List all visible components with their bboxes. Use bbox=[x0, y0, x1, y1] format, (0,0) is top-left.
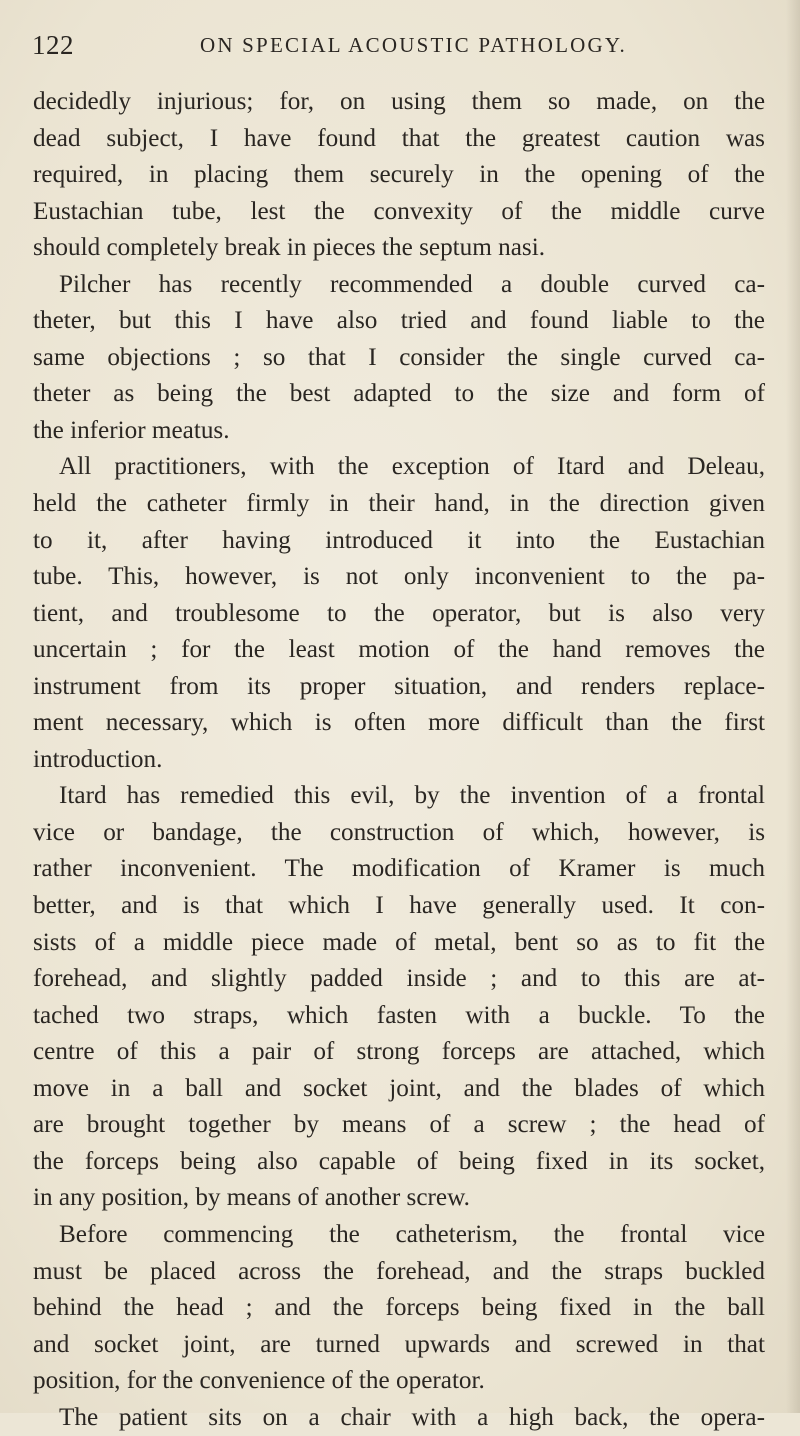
text-line: tube. This, however, is not only inconvenient to the pa- bbox=[33, 563, 765, 591]
text-line: forehead, and slightly padded inside ; and to this are at- bbox=[33, 965, 765, 993]
text-line: sists of a middle piece made of metal, bent so as to fit the bbox=[33, 928, 765, 956]
text-line: tient, and troublesome to the operator, but is also very bbox=[33, 599, 765, 627]
text-line: Eustachian tube, lest the convexity of the middle curve bbox=[33, 197, 765, 225]
text-line: in any position, by means of another screw. bbox=[33, 1184, 470, 1212]
text-line: are brought together by means of a screw ; the head of bbox=[33, 1111, 765, 1139]
text-line: the forceps being also capable of being fixed in its socket, bbox=[33, 1147, 765, 1175]
text-line: theter, but this I have also tried and found liable to the bbox=[33, 307, 765, 335]
text-line: should completely break in pieces the septum nasi. bbox=[33, 234, 546, 262]
text-line: decidedly injurious; for, on using them so made, on the bbox=[33, 88, 765, 115]
body-text bbox=[33, 84, 765, 1436]
page-edge-shadow bbox=[786, 0, 800, 1413]
text-line: introduction. bbox=[33, 745, 163, 773]
text-line: instrument from its proper situation, and renders replace- bbox=[33, 672, 765, 700]
text-line: and socket joint, are turned upwards and screwed in that bbox=[33, 1330, 765, 1358]
text-line: vice or bandage, the construction of which, however, is bbox=[33, 818, 765, 846]
page-header bbox=[32, 30, 752, 70]
text-line: better, and is that which I have generally used. It con- bbox=[33, 892, 765, 920]
text-line: the inferior meatus. bbox=[33, 416, 230, 444]
text-line: Pilcher has recently recommended a double curved ca- bbox=[59, 270, 765, 298]
text-line: required, in placing them securely in the opening of the bbox=[33, 161, 765, 189]
text-line: All practitioners, with the exception of Itard and Deleau, bbox=[59, 453, 765, 481]
text-line: same objections ; so that I consider the single curved ca- bbox=[33, 343, 765, 371]
text-line: The patient sits on a chair with a high back, the opera- bbox=[59, 1403, 765, 1431]
text-line: position, for the convenience of the operator. bbox=[33, 1367, 485, 1395]
text-line: must be placed across the forehead, and the straps buckled bbox=[33, 1257, 765, 1285]
page-number: 122 bbox=[32, 30, 74, 60]
text-line: to it, after having introduced it into the Eustachian bbox=[33, 526, 765, 554]
text-line: move in a ball and socket joint, and the blades of which bbox=[33, 1074, 765, 1102]
text-line: Before commencing the catheterism, the frontal vice bbox=[59, 1220, 765, 1248]
text-line: centre of this a pair of strong forceps are attached, which bbox=[33, 1038, 765, 1066]
text-line: Itard has remedied this evil, by the invention of a frontal bbox=[59, 782, 765, 810]
running-head: ON SPECIAL ACOUSTIC PATHOLOGY. bbox=[200, 33, 627, 57]
text-line: tached two straps, which fasten with a buckle. To the bbox=[33, 1001, 765, 1029]
text-line: held the catheter firmly in their hand, in the direction given bbox=[33, 490, 765, 518]
text-line: uncertain ; for the least motion of the hand removes the bbox=[33, 636, 765, 664]
text-line: rather inconvenient. The modification of Kramer is much bbox=[33, 855, 765, 883]
text-line: dead subject, I have found that the greatest caution was bbox=[33, 124, 765, 152]
text-line: ment necessary, which is often more difficult than the first bbox=[33, 709, 765, 737]
text-line: behind the head ; and the forceps being fixed in the ball bbox=[33, 1294, 765, 1322]
text-line: theter as being the best adapted to the size and form of bbox=[33, 380, 765, 408]
